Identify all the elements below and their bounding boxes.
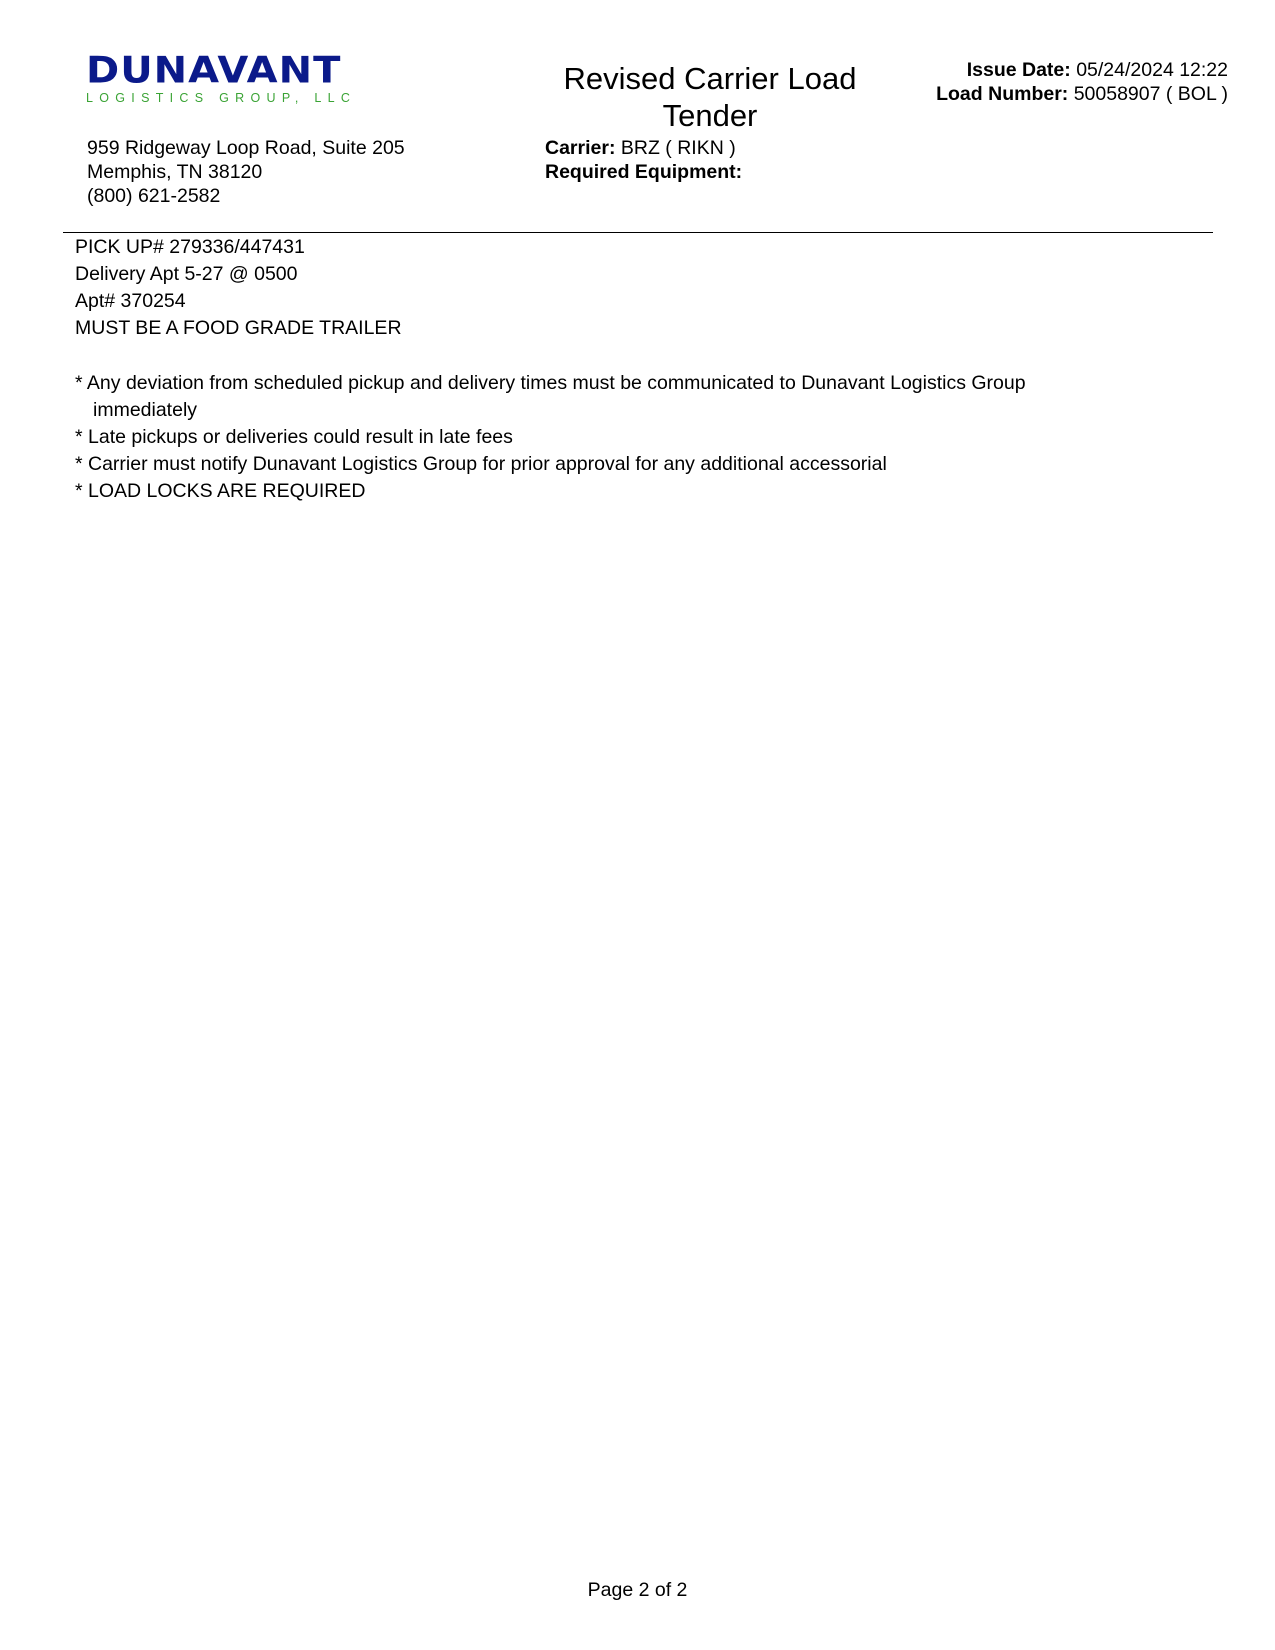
equipment-label: Required Equipment: bbox=[545, 161, 743, 183]
document-title bbox=[545, 60, 875, 134]
note-line: MUST BE A FOOD GRADE TRAILER bbox=[75, 317, 402, 339]
note-line: Delivery Apt 5-27 @ 0500 bbox=[75, 263, 298, 285]
title-line-2: Tender bbox=[662, 98, 758, 133]
company-phone: (800) 621-2582 bbox=[87, 185, 221, 207]
note-line: Apt# 370254 bbox=[75, 290, 186, 312]
header-divider bbox=[63, 232, 1213, 233]
logo-tagline: LOGISTICS GROUP, LLC bbox=[86, 91, 357, 105]
issue-date-label: Issue Date: bbox=[966, 59, 1071, 81]
carrier-value: BRZ ( RIKN ) bbox=[620, 137, 736, 159]
issue-info bbox=[936, 58, 1228, 106]
term-deviation-continued: immediately bbox=[93, 399, 198, 421]
carrier-info bbox=[545, 136, 742, 184]
term-load-locks: * LOAD LOCKS ARE REQUIRED bbox=[75, 480, 366, 502]
carrier-label: Carrier: bbox=[545, 137, 616, 159]
term-late-fees: * Late pickups or deliveries could result in late fees bbox=[75, 426, 513, 448]
term-accessorial: * Carrier must notify Dunavant Logistics Group for prior approval for any additional accessorial bbox=[75, 453, 887, 475]
load-number-value: 50058907 ( BOL ) bbox=[1073, 83, 1228, 105]
term-deviation: * Any deviation from scheduled pickup and delivery times must be communicated to Dunavant Logistics Group bbox=[75, 372, 1026, 394]
page-number: Page 2 of 2 bbox=[587, 1579, 688, 1601]
load-number-label: Load Number: bbox=[936, 83, 1069, 105]
address-line-1: 959 Ridgeway Loop Road, Suite 205 bbox=[87, 137, 405, 159]
title-line-1: Revised Carrier Load bbox=[563, 61, 857, 96]
load-number-row bbox=[936, 82, 1228, 106]
issue-date-row bbox=[936, 58, 1228, 82]
address-line-2: Memphis, TN 38120 bbox=[87, 161, 263, 183]
note-line: PICK UP# 279336/447431 bbox=[75, 236, 305, 258]
carrier-row bbox=[545, 136, 742, 160]
equipment-row bbox=[545, 160, 742, 184]
company-address bbox=[87, 136, 405, 208]
carrier-terms bbox=[75, 370, 1195, 505]
logo-wordmark: DUNAVANT bbox=[86, 49, 342, 92]
issue-date-value: 05/24/2024 12:22 bbox=[1076, 59, 1228, 81]
company-logo bbox=[86, 49, 361, 105]
load-notes bbox=[75, 234, 402, 342]
